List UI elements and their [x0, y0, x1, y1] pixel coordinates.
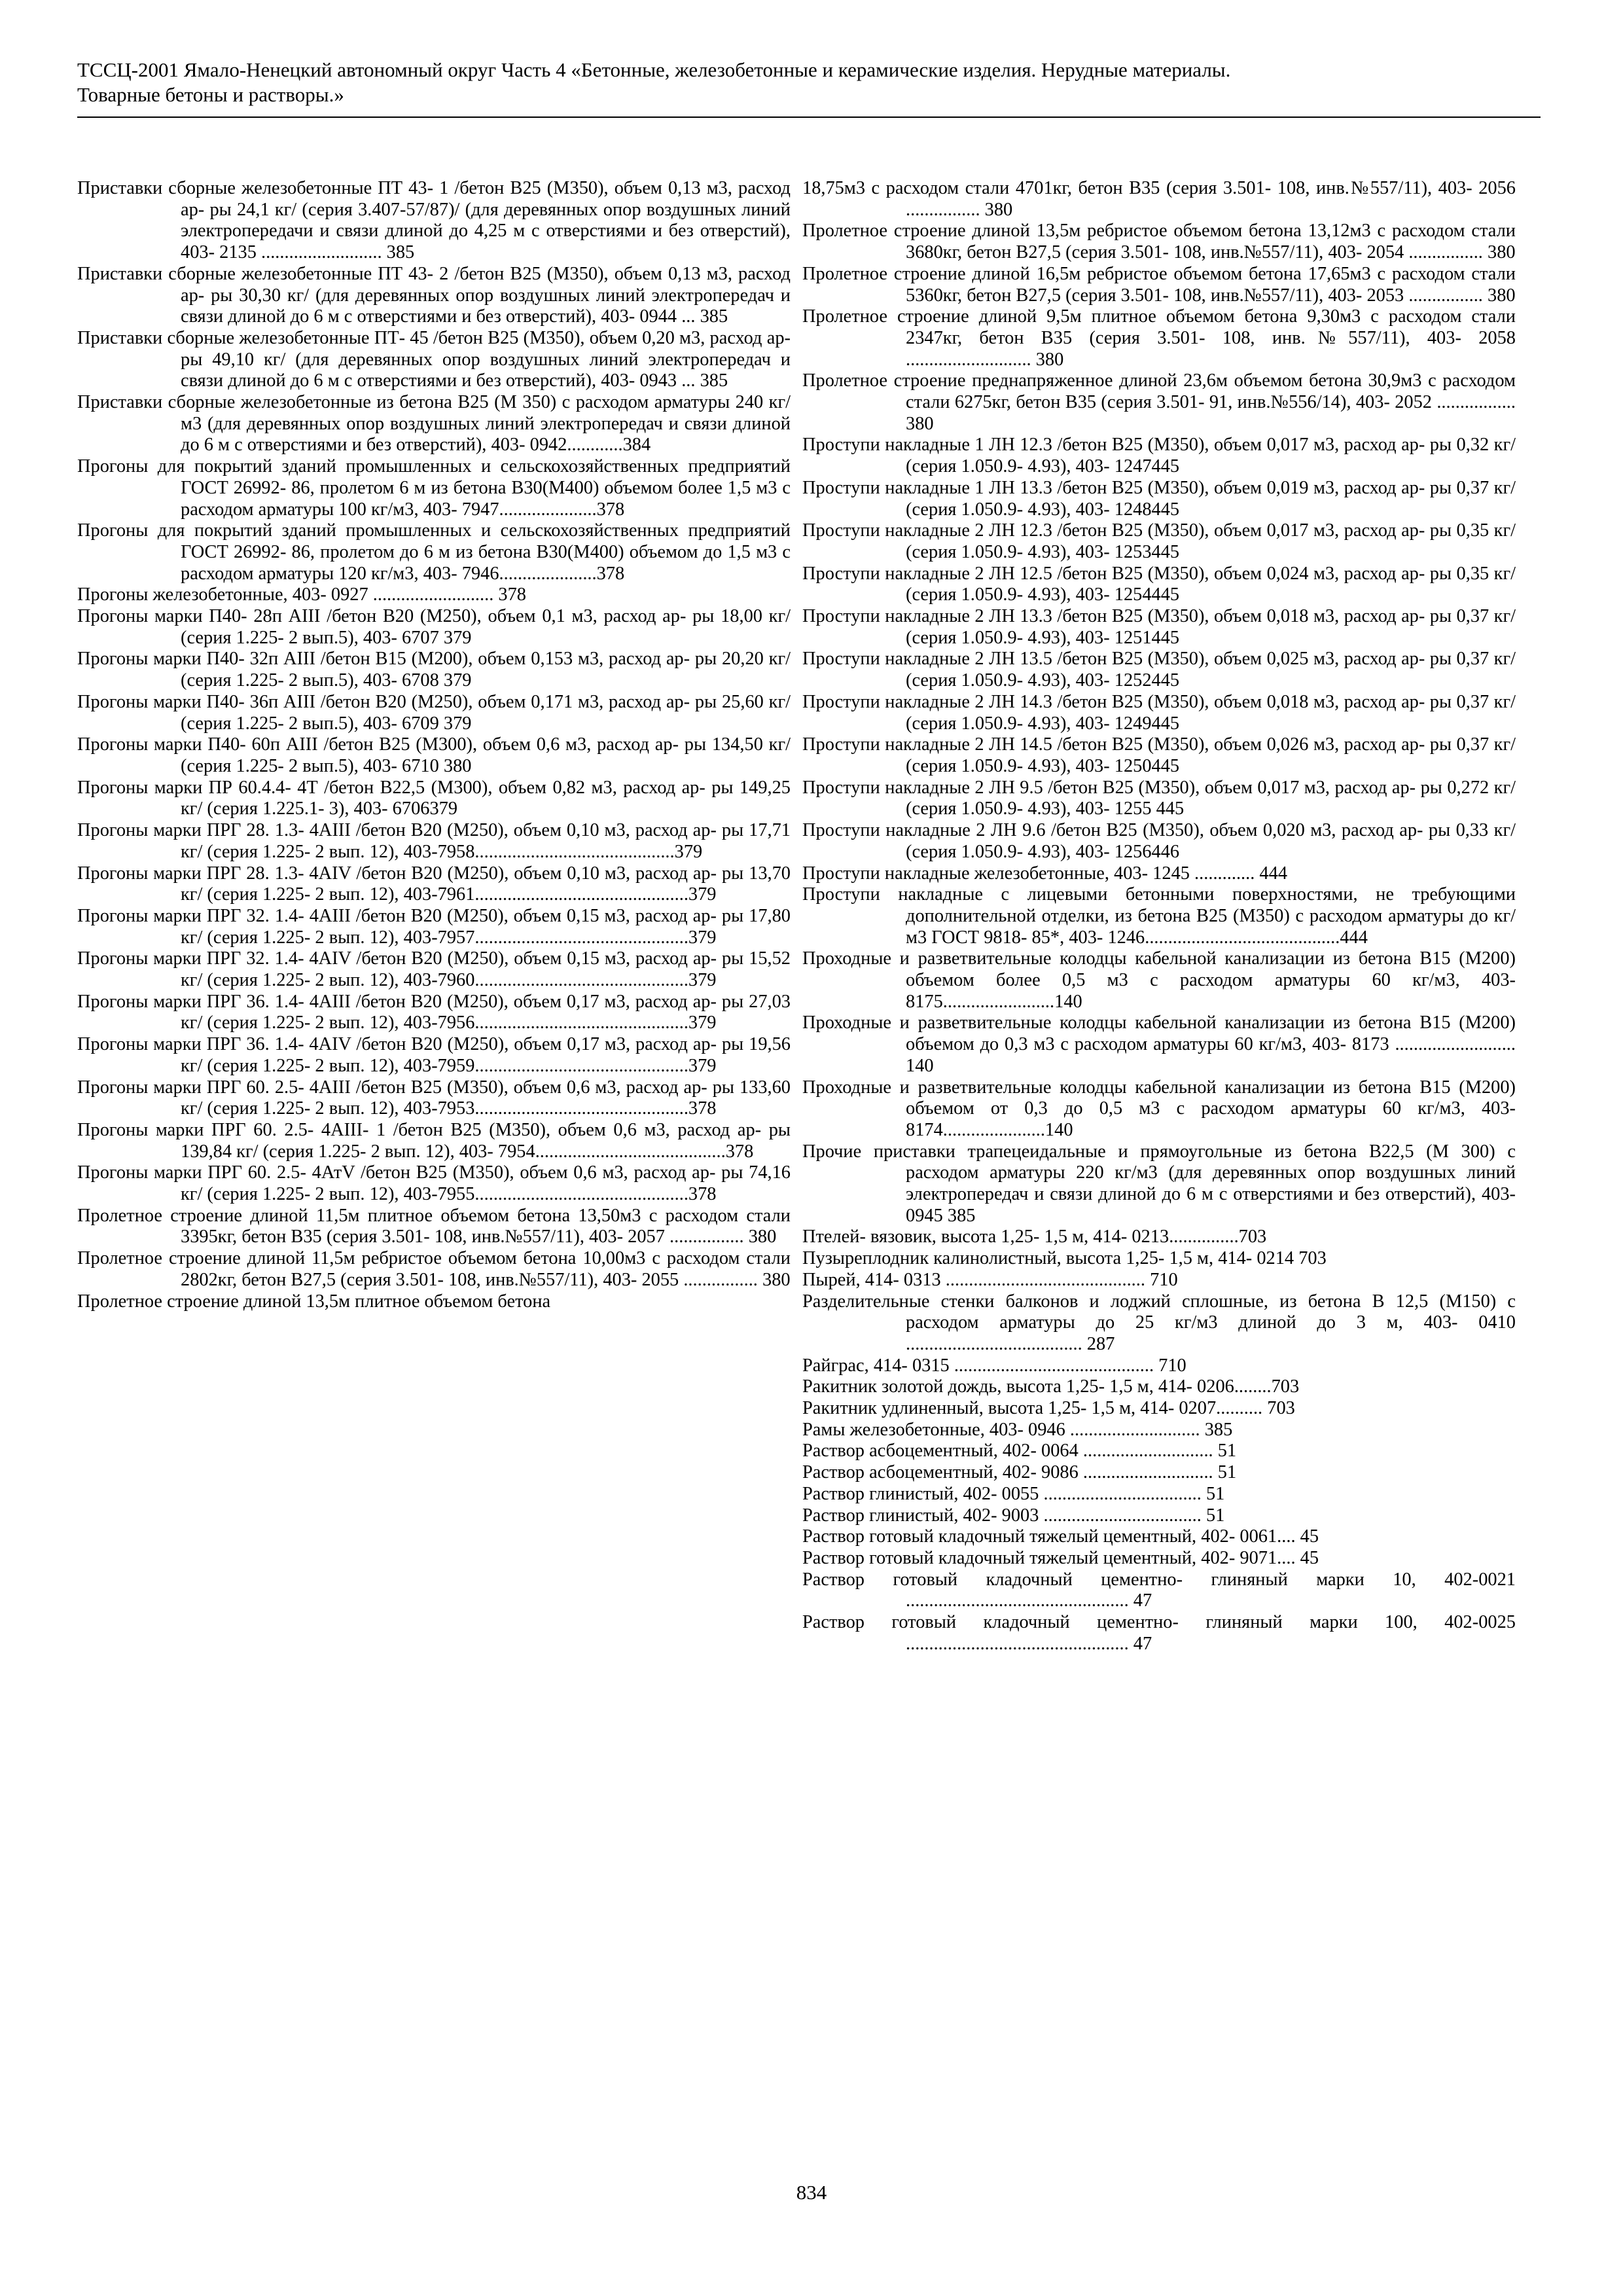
index-entry: Раствор асбоцементный, 402- 9086 ............................ 51 [802, 1462, 1237, 1483]
index-entry: Прогоны марки ПРГ 60. 2.5- 4АIII- 1 /бетон В25 (М350), объем 0,6 м3, расход ар- ры 139,84 кг/ (серия 1.225- 2 вып. 12), 403- 7954.........................................378 [77, 1119, 791, 1162]
index-entry: Проступи накладные 2 ЛН 12.5 /бетон В25 (М350), объем 0,024 м3, расход ар- ры 0,35 кг/ (серия 1.050.9- 4.93), 403- 1254445 [802, 563, 1516, 605]
index-entry: Прогоны для покрытий зданий промышленных и сельскохозяйственных предприятий ГОСТ 26992- 86, пролетом 6 м из бетона В30(М400) объемом более 1,5 м3 с расходом арматуры 100 кг/м3, 403- 7947.....................378 [77, 456, 791, 520]
index-entry: Раствор готовый кладочный цементно- глиняный марки 100, 402-0025 ................................................ 47 [802, 1612, 1516, 1654]
index-entry: Пырей, 414- 0313 ........................................... 710 [802, 1269, 1178, 1290]
index-entry: Пузыреплодник калинолистный, высота 1,25- 1,5 м, 414- 0214 703 [802, 1248, 1327, 1269]
index-entry: Прочие приставки трапецеидальные и прямоугольные из бетона В22,5 (М 300) с расходом арматуры 220 кг/м3 (для деревянных опор воздушных линий электропередач и связи длиной до 6 м с отверстиями и без отверстий), 403- 0945 385 [802, 1141, 1516, 1226]
index-entry: 18,75м3 с расходом стали 4701кг, бетон В35 (серия 3.501- 108, инв.№557/11), 403- 2056 ................ 380 [802, 178, 1516, 220]
index-entry: Пролетное строение длиной 11,5м ребристое объемом бетона 10,00м3 с расходом стали 2802кг, бетон В27,5 (серия 3.501- 108, инв.№557/11), 403- 2055 ................ 380 [77, 1248, 791, 1290]
header-line-1: ТССЦ-2001 Ямало-Ненецкий автономный округ Часть 4 «Бетонные, железобетонные и керамические изделия. Нерудные материалы. [77, 58, 1231, 81]
index-entry: Прогоны марки П40- 36п АIII /бетон В20 (М250), объем 0,171 м3, расход ар- ры 25,60 кг/ (серия 1.225- 2 вып.5), 403- 6709 379 [77, 691, 791, 734]
index-entry: Пролетное строение длиной 11,5м плитное объемом бетона 13,50м3 с расходом стали 3395кг, бетон В35 (серия 3.501- 108, инв.№557/11), 403- 2057 ................ 380 [77, 1205, 791, 1247]
index-entry: Проступи накладные 2 ЛН 13.3 /бетон В25 (М350), объем 0,018 м3, расход ар- ры 0,37 кг/ (серия 1.050.9- 4.93), 403- 1251445 [802, 606, 1516, 648]
index-entry: Приставки сборные железобетонные ПТ 43- 2 /бетон В25 (М350), объем 0,13 м3, расход ар- ры 30,30 кг/ (для деревянных опор воздушных линий электропередач и связи длиной до 6 м с отверстиями и без отверстий), 403- 0944 ... 385 [77, 263, 791, 327]
running-header [77, 58, 1543, 107]
index-entry: Прогоны марки ПРГ 28. 1.3- 4АIII /бетон В20 (М250), объем 0,10 м3, расход ар- ры 17,71 кг/ (серия 1.225- 2 вып. 12), 403-7958...........................................379 [77, 820, 791, 862]
index-entry: Раствор готовый кладочный цементно- глиняный марки 10, 402-0021 ................................................ 47 [802, 1569, 1516, 1611]
index-entry: Прогоны для покрытий зданий промышленных и сельскохозяйственных предприятий ГОСТ 26992- 86, пролетом до 6 м из бетона В30(М400) объемом до 1,5 м3 с расходом арматуры 120 кг/м3, 403- 7946.....................378 [77, 520, 791, 584]
header-rule [77, 117, 1541, 118]
index-entry: Рамы железобетонные, 403- 0946 ............................ 385 [802, 1419, 1233, 1440]
index-entry: Проступи накладные 2 ЛН 14.3 /бетон В25 (М350), объем 0,018 м3, расход ар- ры 0,37 кг/ (серия 1.050.9- 4.93), 403- 1249445 [802, 691, 1516, 734]
index-entry: Раствор асбоцементный, 402- 0064 ............................ 51 [802, 1441, 1237, 1462]
index-entry: Пролетное строение длиной 9,5м плитное объемом бетона 9,30м3 с расходом стали 2347кг, бетон В35 (серия 3.501- 108, инв.№557/11), 403- 2058 ........................... 380 [802, 306, 1516, 370]
index-entry: Прогоны марки П40- 32п АIII /бетон В15 (М200), объем 0,153 м3, расход ар- ры 20,20 кг/ (серия 1.225- 2 вып.5), 403- 6708 379 [77, 649, 791, 691]
index-entry: Райграс, 414- 0315 ........................................... 710 [802, 1355, 1186, 1376]
index-entry: Ракитник удлиненный, высота 1,25- 1,5 м, 414- 0207.......... 703 [802, 1398, 1295, 1419]
index-entry: Прогоны марки ПРГ 36. 1.4- 4АIV /бетон В20 (М250), объем 0,17 м3, расход ар- ры 19,56 кг/ (серия 1.225- 2 вып. 12), 403-7959..............................................379 [77, 1034, 791, 1076]
index-entry: Прогоны марки ПРГ 28. 1.3- 4АIV /бетон В20 (М250), объем 0,10 м3, расход ар- ры 13,70 кг/ (серия 1.225- 2 вып. 12), 403-7961..............................................379 [77, 863, 791, 905]
index-entry: Приставки сборные железобетонные ПТ- 45 /бетон В25 (М350), объем 0,20 м3, расход ар- ры 49,10 кг/ (для деревянных опор воздушных линий электропередач и связи длиной до 6 м с отверстиями и без отверстий), 403- 0943 ... 385 [77, 327, 791, 391]
index-entry: Раствор глинистый, 402- 0055 .................................. 51 [802, 1483, 1225, 1504]
index-entry: Раствор готовый кладочный тяжелый цементный, 402- 9071.... 45 [802, 1548, 1319, 1568]
index-entry: Пролетное строение длиной 13,5м плитное объемом бетона [77, 1291, 551, 1312]
index-entry: Проступи накладные 2 ЛН 9.5 /бетон В25 (М350), объем 0,017 м3, расход ар- ры 0,272 кг/ (серия 1.050.9- 4.93), 403- 1255 445 [802, 777, 1516, 819]
index-entry: Проступи накладные 2 ЛН 9.6 /бетон В25 (М350), объем 0,020 м3, расход ар- ры 0,33 кг/ (серия 1.050.9- 4.93), 403- 1256446 [802, 820, 1516, 862]
index-entry: Прогоны марки ПРГ 60. 2.5- 4АIII /бетон В25 (М350), объем 0,6 м3, расход ар- ры 133,60 кг/ (серия 1.225- 2 вып. 12), 403-7953..............................................378 [77, 1077, 791, 1119]
index-entry: Приставки сборные железобетонные из бетона В25 (М 350) с расходом арматуры 240 кг/м3 (для деревянных опор воздушных линий электропередач и связи длиной до 6 м с отверстиями и без отверстий), 403- 0942............384 [77, 392, 791, 456]
index-entry: Прогоны марки ПРГ 32. 1.4- 4АIII /бетон В20 (М250), объем 0,15 м3, расход ар- ры 17,80 кг/ (серия 1.225- 2 вып. 12), 403-7957..............................................379 [77, 905, 791, 948]
index-entry: Проступи накладные 2 ЛН 13.5 /бетон В25 (М350), объем 0,025 м3, расход ар- ры 0,37 кг/ (серия 1.050.9- 4.93), 403- 1252445 [802, 649, 1516, 691]
index-entry: Ракитник золотой дождь, высота 1,25- 1,5 м, 414- 0206........703 [802, 1376, 1300, 1397]
index-entry: Проступи накладные 1 ЛН 13.3 /бетон В25 (М350), объем 0,019 м3, расход ар- ры 0,37 кг/ (серия 1.050.9- 4.93), 403- 1248445 [802, 477, 1516, 520]
index-entry: Приставки сборные железобетонные ПТ 43- 1 /бетон В25 (М350), объем 0,13 м3, расход ар- ры 24,1 кг/ (серия 3.407-57/87)/ (для деревянных опор воздушных линий электропередачи и связи длиной до 4,25 м с отверстиями и без отверстий), 403- 2135 .......................... 385 [77, 178, 791, 263]
right-index-column [802, 178, 1516, 1655]
index-entry: Прогоны марки ПРГ 60. 2.5- 4АтV /бетон В25 (М350), объем 0,6 м3, расход ар- ры 74,16 кг/ (серия 1.225- 2 вып. 12), 403-7955..............................................378 [77, 1162, 791, 1205]
index-entry: Проходные и разветвительные колодцы кабельной канализации из бетона В15 (М200) объемом до 0,3 м3 с расходом арматуры 60 кг/м3, 403- 8173 .......................... 140 [802, 1013, 1516, 1076]
index-entry: Прогоны марки П40- 60п АIII /бетон В25 (М300), объем 0,6 м3, расход ар- ры 134,50 кг/ (серия 1.225- 2 вып.5), 403- 6710 380 [77, 734, 791, 776]
index-entry: Прогоны марки ПРГ 32. 1.4- 4АIV /бетон В20 (М250), объем 0,15 м3, расход ар- ры 15,52 кг/ (серия 1.225- 2 вып. 12), 403-7960..............................................379 [77, 948, 791, 991]
index-entry: Прогоны марки ПРГ 36. 1.4- 4АIII /бетон В20 (М250), объем 0,17 м3, расход ар- ры 27,03 кг/ (серия 1.225- 2 вып. 12), 403-7956..............................................379 [77, 991, 791, 1033]
index-entry: Птелей- вязовик, высота 1,25- 1,5 м, 414- 0213...............703 [802, 1227, 1267, 1247]
header-line-2: Товарные бетоны и растворы.» [77, 83, 344, 106]
index-entry: Раствор готовый кладочный тяжелый цементный, 402- 0061.... 45 [802, 1526, 1319, 1547]
index-entry: Разделительные стенки балконов и лоджий сплошные, из бетона В 12,5 (М150) с расходом арматуры до 25 кг/м3 длиной до 3 м, 403- 0410 ...................................... 287 [802, 1291, 1516, 1354]
index-entry: Прогоны железобетонные, 403- 0927 .......................... 378 [77, 584, 526, 605]
index-entry: Проступи накладные 2 ЛН 12.3 /бетон В25 (М350), объем 0,017 м3, расход ар- ры 0,35 кг/ (серия 1.050.9- 4.93), 403- 1253445 [802, 520, 1516, 562]
index-entry: Раствор глинистый, 402- 9003 .................................. 51 [802, 1505, 1225, 1526]
page-number: 834 [796, 2181, 827, 2204]
index-entry: Прогоны марки ПР 60.4.4- 4Т /бетон В22,5 (М300), объем 0,82 м3, расход ар- ры 149,25 кг/ (серия 1.225.1- 3), 403- 6706379 [77, 777, 791, 819]
index-entry: Проходные и разветвительные колодцы кабельной канализации из бетона В15 (М200) объемом от 0,3 до 0,5 м3 с расходом арматуры 60 кг/м3, 403- 8174......................140 [802, 1077, 1516, 1140]
index-entry: Проступи накладные с лицевыми бетонными поверхностями, не требующими дополнительной отделки, из бетона В25 (М350) с расходом арматуры до кг/м3 ГОСТ 9818- 85*, 403- 1246..........................................444 [802, 884, 1516, 948]
index-entry: Пролетное строение длиной 13,5м ребристое объемом бетона 13,12м3 с расходом стали 3680кг, бетон В27,5 (серия 3.501- 108, инв.№557/11), 403- 2054 ................ 380 [802, 221, 1516, 263]
index-entry: Проходные и разветвительные колодцы кабельной канализации из бетона В15 (М200) объемом более 0,5 м3 с расходом арматуры 60 кг/м3, 403- 8175........................140 [802, 948, 1516, 1012]
index-entry: Проступи накладные 1 ЛН 12.3 /бетон В25 (М350), объем 0,017 м3, расход ар- ры 0,32 кг/ (серия 1.050.9- 4.93), 403- 1247445 [802, 435, 1516, 477]
index-entry: Проступи накладные железобетонные, 403- 1245 ............. 444 [802, 863, 1288, 884]
index-entry: Пролетное строение длиной 16,5м ребристое объемом бетона 17,65м3 с расходом стали 5360кг, бетон В27,5 (серия 3.501- 108, инв.№557/11), 403- 2053 ................ 380 [802, 263, 1516, 306]
index-entry: Пролетное строение преднапряженное длиной 23,6м объемом бетона 30,9м3 с расходом стали 6275кг, бетон В35 (серия 3.501- 91, инв.№556/14), 403- 2052 ................. 380 [802, 370, 1516, 434]
index-entry: Проступи накладные 2 ЛН 14.5 /бетон В25 (М350), объем 0,026 м3, расход ар- ры 0,37 кг/ (серия 1.050.9- 4.93), 403- 1250445 [802, 734, 1516, 776]
index-entry: Прогоны марки П40- 28п АIII /бетон В20 (М250), объем 0,1 м3, расход ар- ры 18,00 кг/ (серия 1.225- 2 вып.5), 403- 6707 379 [77, 606, 791, 648]
left-index-column [77, 178, 791, 1312]
